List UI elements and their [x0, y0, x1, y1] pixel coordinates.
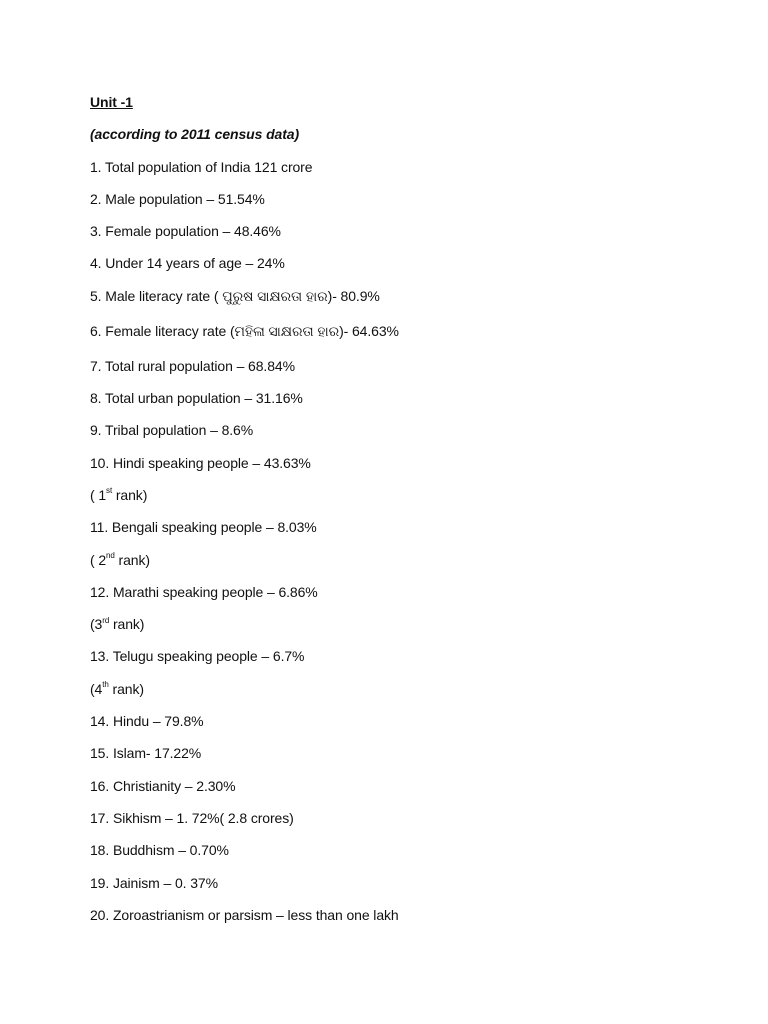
list-item: 9. Tribal population – 8.6% [90, 422, 254, 439]
list-item: 8. Total urban population – 31.16% [90, 390, 303, 407]
document-body [90, 93, 730, 938]
rank-prefix: (3 [90, 616, 103, 633]
list-item: 14. Hindu – 79.8% [90, 713, 204, 730]
list-item: 3. Female population – 48.46% [90, 223, 281, 240]
rank-ordinal: st [106, 486, 113, 496]
list-item: 18. Buddhism – 0.70% [90, 842, 229, 859]
rank-ordinal: nd [106, 550, 115, 560]
list-item: 2. Male population – 51.54% [90, 190, 265, 207]
rank-suffix: rank) [108, 680, 144, 697]
rank-suffix: rank) [112, 486, 148, 503]
list-item: 6. Female literacy rate (ମହିଳା ସାକ୍ଷରତା ହାର)- 64.63% [90, 322, 399, 339]
rank-prefix: ( 2 [90, 551, 107, 568]
rank-note [90, 680, 730, 698]
list-item: 4. Under 14 years of age – 24% [90, 255, 285, 272]
list-item: 16. Christianity – 2.30% [90, 777, 236, 794]
list-item: 7. Total rural population – 68.84% [90, 357, 295, 374]
rank-ordinal: rd [102, 615, 110, 625]
list-item: 1. Total population of India 121 crore [90, 158, 313, 175]
list-item: 15. Islam- 17.22% [90, 745, 202, 762]
rank-note [90, 615, 730, 633]
rank-note [90, 551, 730, 569]
rank-ordinal: th [102, 680, 109, 690]
list-item: 10. Hindi speaking people – 43.63% [90, 454, 311, 471]
list-item: 5. Male literacy rate ( ପୁରୁଷ ସାକ୍ଷରତା ହାର)- 80.9% [90, 287, 380, 304]
list-item: 11. Bengali speaking people – 8.03% [90, 519, 317, 536]
list-item: 17. Sikhism – 1. 72%( 2.8 crores) [90, 809, 294, 826]
rank-prefix: (4 [90, 680, 103, 697]
list-item: 13. Telugu speaking people – 6.7% [90, 648, 305, 665]
census-subheading: (according to 2011 census data) [90, 126, 300, 143]
list-item: 12. Marathi speaking people – 6.86% [90, 583, 318, 600]
unit-heading: Unit -1 [90, 94, 133, 110]
rank-suffix: rank) [109, 616, 145, 633]
rank-note [90, 486, 730, 504]
rank-prefix: ( 1 [90, 486, 107, 503]
rank-suffix: rank) [114, 551, 150, 568]
list-item: 20. Zoroastrianism or parsism – less than one lakh [90, 906, 399, 923]
list-item: 19. Jainism – 0. 37% [90, 874, 218, 891]
